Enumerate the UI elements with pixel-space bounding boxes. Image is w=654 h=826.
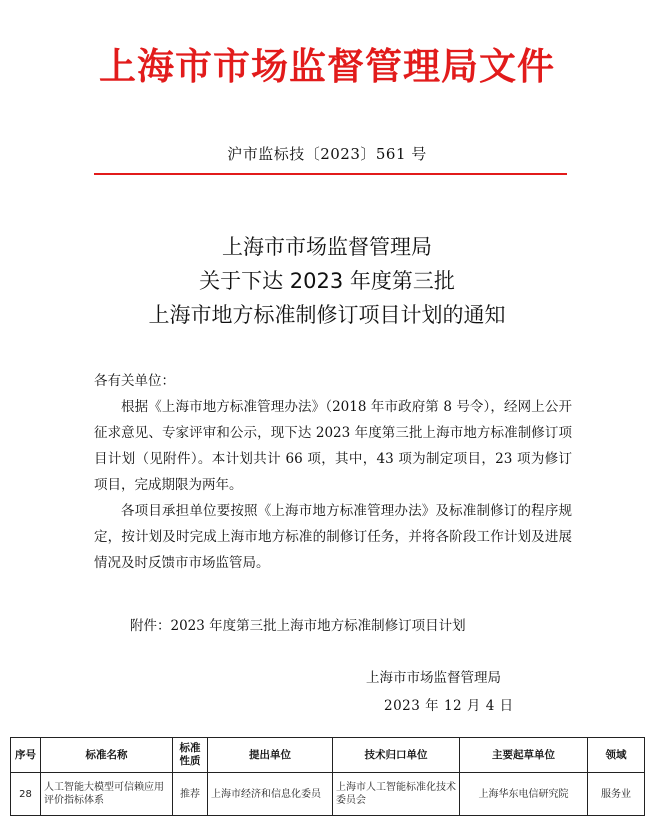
cell-nature: 推荐 xyxy=(173,773,208,816)
header-proposer: 提出单位 xyxy=(208,738,333,773)
cell-proposer: 上海市经济和信息化委员 xyxy=(208,773,333,816)
cell-name: 人工智能大模型可信赖应用评价指标体系 xyxy=(41,773,173,816)
cell-field: 服务业 xyxy=(588,773,645,816)
body-paragraph-1: 根据《上海市地方标准管理办法》（2018 年市政府第 8 号令），经网上公开征求意见、专家评审和公示，现下达 2023 年度第三批上海市地方标准制修订项目计划（见附件）。本计划共计 66 项，其中，43 项为制定项目，23 项为修订项目，完成期限为两年。 xyxy=(94,399,572,493)
salutation: 各有关单位： xyxy=(94,373,175,389)
attachment-note: 附件：2023 年度第三批上海市地方标准制修订项目计划 xyxy=(130,618,466,634)
notice-title xyxy=(0,230,654,332)
issue-date: 2023 年 12 月 4 日 xyxy=(384,698,514,714)
document-header-title: 上海市市场监督管理局文件 xyxy=(99,45,555,88)
document-number: 沪市监标技〔2023〕561 号 xyxy=(227,145,427,163)
header-seq: 序号 xyxy=(11,738,41,773)
notice-body xyxy=(94,368,572,576)
issuer-name: 上海市市场监督管理局 xyxy=(366,670,501,686)
cell-drafter: 上海华东电信研究院 xyxy=(460,773,588,816)
notice-title-line-1: 上海市市场监督管理局 xyxy=(222,235,432,259)
table-row xyxy=(11,773,645,816)
cell-seq: 28 xyxy=(11,773,41,816)
body-paragraph-2: 各项目承担单位要按照《上海市地方标准管理办法》及标准制修订的程序规定，按计划及时完成上海市地方标准的制修订任务，并将各阶段工作计划及进展情况及时反馈市市场监管局。 xyxy=(94,503,572,571)
notice-title-line-3: 上海市地方标准制修订项目计划的通知 xyxy=(148,303,506,327)
table-header-row xyxy=(11,738,645,773)
header-nature: 标准性质 xyxy=(173,738,208,773)
red-divider-line xyxy=(94,173,567,175)
header-drafter: 主要起草单位 xyxy=(460,738,588,773)
project-plan-table xyxy=(10,737,645,816)
header-field: 领域 xyxy=(588,738,645,773)
header-tech-unit: 技术归口单位 xyxy=(333,738,460,773)
header-name: 标准名称 xyxy=(41,738,173,773)
cell-tech-unit: 上海市人工智能标准化技术委员会 xyxy=(333,773,460,816)
notice-title-line-2: 关于下达 2023 年度第三批 xyxy=(199,269,455,293)
